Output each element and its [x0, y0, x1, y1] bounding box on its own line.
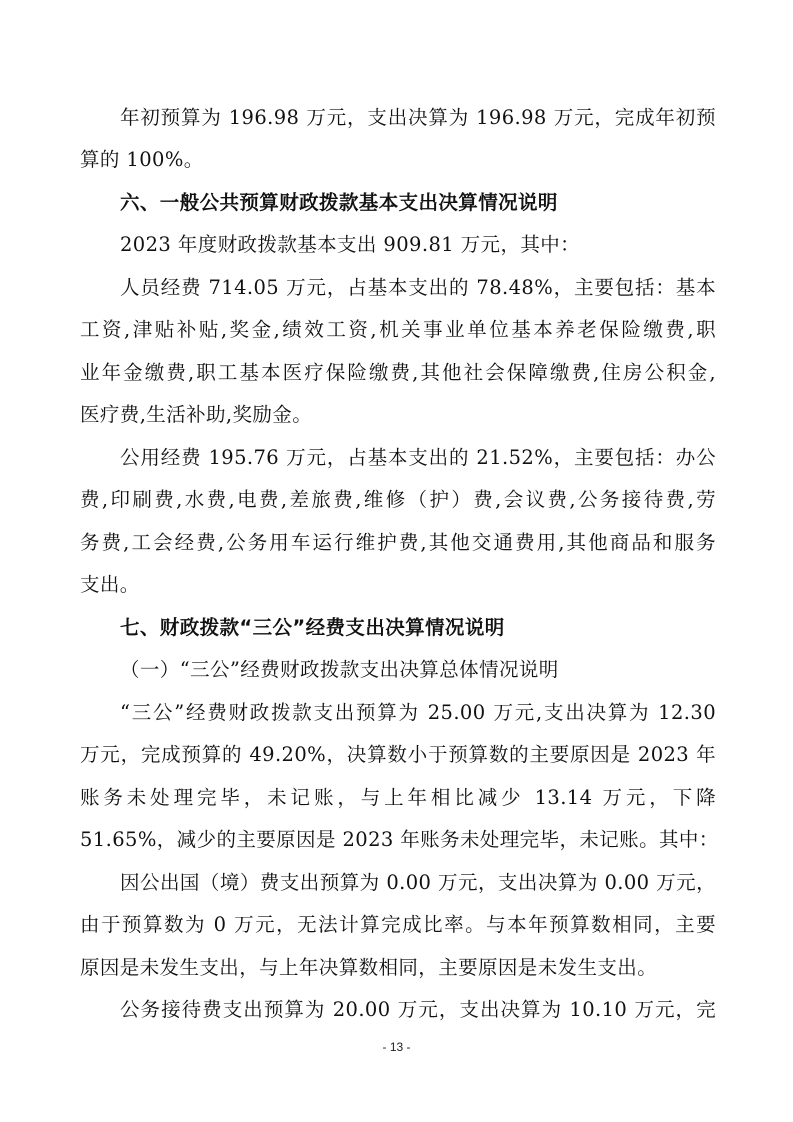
paragraph-line: 务费,工会经费,公务用车运行维护费,其他交通费用,其他商品和服务: [80, 531, 716, 554]
paragraph-line: 工资,津贴补贴,奖金,绩效工资,机关事业单位基本养老保险缴费,职: [80, 318, 716, 341]
paragraph-line: 51.65%，减少的主要原因是 2023 年账务未处理完毕，未记账。其中：: [80, 828, 719, 851]
paragraph-line: 2023 年度财政拨款基本支出 909.81 万元，其中：: [120, 233, 581, 256]
paragraph-line: 业年金缴费,职工基本医疗保险缴费,其他社会保障缴费,住房公积金,: [80, 361, 716, 384]
paragraph-line: 人员经费 714.05 万元，占基本支出的 78.48%，主要包括：基本: [120, 276, 716, 299]
paragraph-line: 万元，完成预算的 49.20%，决算数小于预算数的主要原因是 2023 年: [80, 743, 716, 766]
paragraph-line: 医疗费,生活补助,奖励金。: [80, 403, 313, 426]
paragraph-line: 年初预算为 196.98 万元，支出决算为 196.98 万元，完成年初预: [120, 106, 716, 129]
paragraph-line: 公务接待费支出预算为 20.00 万元，支出决算为 10.10 万元，完: [120, 998, 716, 1021]
paragraph-line: 算的 100%。: [80, 148, 204, 171]
paragraph-line: 公用经费 195.76 万元，占基本支出的 21.52%，主要包括：办公: [120, 446, 716, 469]
page-number: - 13 -: [382, 1040, 411, 1054]
paragraph-line: 由于预算数为 0 万元，无法计算完成比率。与本年预算数相同，主要: [80, 913, 716, 936]
paragraph-line: 支出。: [80, 573, 140, 596]
paragraph-line: 费,印刷费,水费,电费,差旅费,维修（护）费,会议费,公务接待费,劳: [80, 488, 716, 511]
subsection-heading: （一）“三公”经费财政拨款支出决算总体情况说明: [120, 658, 559, 681]
paragraph-line: 原因是未发生支出，与上年决算数相同，主要原因是未发生支出。: [80, 956, 658, 979]
paragraph-line: “三公”经费财政拨款支出预算为 25.00 万元,支出决算为 12.30: [120, 701, 716, 724]
paragraph-line: 因公出国（境）费支出预算为 0.00 万元，支出决算为 0.00 万元，: [120, 871, 716, 894]
section-heading: 六、一般公共预算财政拨款基本支出决算情况说明: [120, 191, 558, 214]
paragraph-line: 账务未处理完毕，未记账，与上年相比减少 13.14 万元，下降: [80, 786, 716, 809]
section-heading: 七、财政拨款“三公”经费支出决算情况说明: [120, 616, 505, 639]
